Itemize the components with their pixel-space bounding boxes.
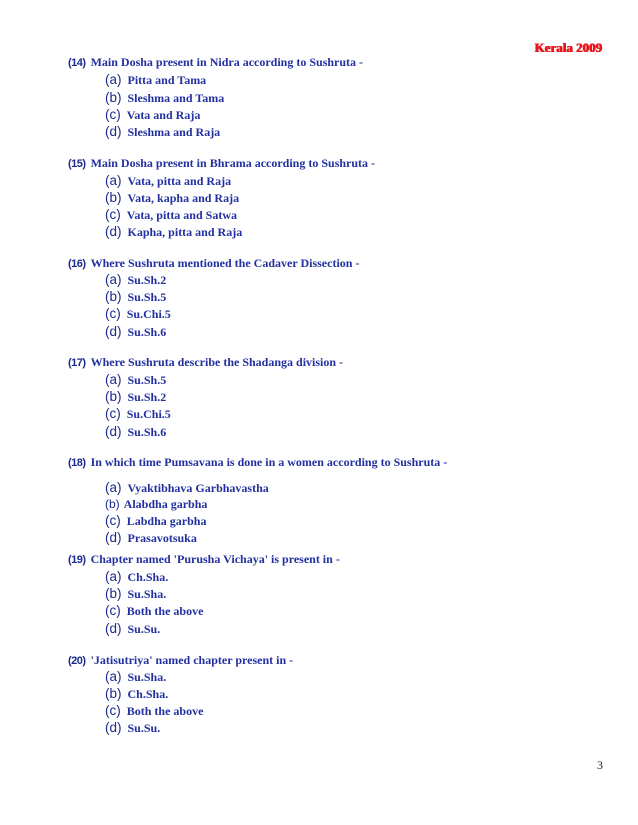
question-text: Main Dosha present in Nidra according to Sushruta - xyxy=(90,55,364,69)
question-text: In which time Pumsavana is done in a women according to Sushruta - xyxy=(90,455,448,469)
option-15b xyxy=(105,190,239,206)
option-letter: (c) xyxy=(105,703,121,718)
option-16a xyxy=(105,272,166,288)
option-text: Su.Su. xyxy=(127,721,161,735)
option-17a xyxy=(105,372,166,388)
option-letter: (d) xyxy=(105,530,122,545)
option-text: Vata and Raja xyxy=(126,108,201,122)
option-letter: (b) xyxy=(105,497,120,511)
option-letter: (a) xyxy=(105,173,122,188)
option-text: Su.Sh.5 xyxy=(127,290,167,304)
option-text: Su.Chi.5 xyxy=(126,307,171,321)
option-18d xyxy=(105,530,197,546)
option-text: Su.Sha. xyxy=(127,670,167,684)
question-number: (17) xyxy=(68,357,86,369)
option-letter: (a) xyxy=(105,569,122,584)
question-19 xyxy=(68,552,340,567)
option-15c xyxy=(105,207,237,223)
question-14 xyxy=(68,55,363,70)
page-number: 3 xyxy=(597,758,603,772)
option-text: Su.Chi.5 xyxy=(126,407,171,421)
option-letter: (b) xyxy=(105,289,122,304)
option-text: Both the above xyxy=(126,704,204,718)
option-letter: (b) xyxy=(105,686,122,701)
option-text: Ch.Sha. xyxy=(127,687,169,701)
question-number: (14) xyxy=(68,57,86,69)
option-letter: (c) xyxy=(105,513,121,528)
option-letter: (c) xyxy=(105,306,121,321)
option-text: Su.Sh.6 xyxy=(127,425,167,439)
question-text: Chapter named 'Purusha Vichaya' is present in - xyxy=(90,552,340,566)
option-16d xyxy=(105,324,166,340)
question-text: Where Sushruta mentioned the Cadaver Dissection - xyxy=(90,256,360,270)
option-text: Both the above xyxy=(126,604,204,618)
option-14d xyxy=(105,124,220,140)
question-number: (18) xyxy=(68,457,86,469)
option-text: Alabdha garbha xyxy=(123,497,208,511)
question-15 xyxy=(68,156,375,171)
option-text: Vata, kapha and Raja xyxy=(127,191,240,205)
option-14a xyxy=(105,72,206,88)
option-text: Ch.Sha. xyxy=(127,570,169,584)
option-14b xyxy=(105,90,224,106)
option-letter: (d) xyxy=(105,224,122,239)
option-letter: (d) xyxy=(105,124,122,139)
option-18b xyxy=(105,497,207,512)
option-letter: (b) xyxy=(105,190,122,205)
option-text: Su.Sh.6 xyxy=(127,325,167,339)
option-text: Su.Sh.5 xyxy=(127,373,167,387)
option-text: Kapha, pitta and Raja xyxy=(127,225,243,239)
option-17c xyxy=(105,406,171,422)
option-19a xyxy=(105,569,168,585)
option-20a xyxy=(105,669,166,685)
option-19d xyxy=(105,621,160,637)
option-letter: (c) xyxy=(105,406,121,421)
option-16b xyxy=(105,289,166,305)
option-text: Vyaktibhava Garbhavastha xyxy=(127,481,269,495)
option-letter: (b) xyxy=(105,586,122,601)
option-letter: (d) xyxy=(105,424,122,439)
option-18c xyxy=(105,513,206,529)
question-text: Where Sushruta describe the Shadanga division - xyxy=(90,355,344,369)
question-number: (15) xyxy=(68,158,86,170)
option-text: Su.Sh.2 xyxy=(127,390,167,404)
option-letter: (d) xyxy=(105,621,122,636)
option-19b xyxy=(105,586,166,602)
option-letter: (a) xyxy=(105,372,122,387)
option-text: Su.Sha. xyxy=(127,587,167,601)
option-text: Vata, pitta and Satwa xyxy=(126,208,237,222)
option-text: Su.Su. xyxy=(127,622,161,636)
question-number: (20) xyxy=(68,655,86,667)
option-letter: (d) xyxy=(105,324,122,339)
option-14c xyxy=(105,107,200,123)
option-text: Labdha garbha xyxy=(126,514,207,528)
question-16 xyxy=(68,256,359,271)
option-letter: (c) xyxy=(105,107,121,122)
option-20d xyxy=(105,720,160,736)
option-16c xyxy=(105,306,171,322)
option-17b xyxy=(105,389,166,405)
option-18a xyxy=(105,480,269,496)
option-15a xyxy=(105,173,231,189)
option-letter: (a) xyxy=(105,272,122,287)
option-text: Sleshma and Raja xyxy=(127,125,221,139)
option-letter: (a) xyxy=(105,480,122,495)
option-letter: (a) xyxy=(105,669,122,684)
option-20c xyxy=(105,703,203,719)
question-18 xyxy=(68,455,447,470)
question-text: 'Jatisutriya' named chapter present in - xyxy=(90,653,294,667)
option-15d xyxy=(105,224,242,240)
option-17d xyxy=(105,424,166,440)
option-letter: (c) xyxy=(105,207,121,222)
question-number: (19) xyxy=(68,554,86,566)
option-letter: (b) xyxy=(105,90,122,105)
option-text: Prasavotsuka xyxy=(127,531,197,545)
question-number: (16) xyxy=(68,258,86,270)
option-text: Su.Sh.2 xyxy=(127,273,167,287)
option-letter: (b) xyxy=(105,389,122,404)
option-text: Vata, pitta and Raja xyxy=(127,174,232,188)
question-20 xyxy=(68,653,293,668)
option-19c xyxy=(105,603,203,619)
header-title: Kerala 2009 xyxy=(534,40,602,55)
option-20b xyxy=(105,686,168,702)
option-letter: (c) xyxy=(105,603,121,618)
option-text: Sleshma and Tama xyxy=(127,91,225,105)
question-text: Main Dosha present in Bhrama according to Sushruta - xyxy=(90,156,376,170)
question-17 xyxy=(68,355,343,370)
option-text: Pitta and Tama xyxy=(127,73,207,87)
option-letter: (d) xyxy=(105,720,122,735)
option-letter: (a) xyxy=(105,72,122,87)
